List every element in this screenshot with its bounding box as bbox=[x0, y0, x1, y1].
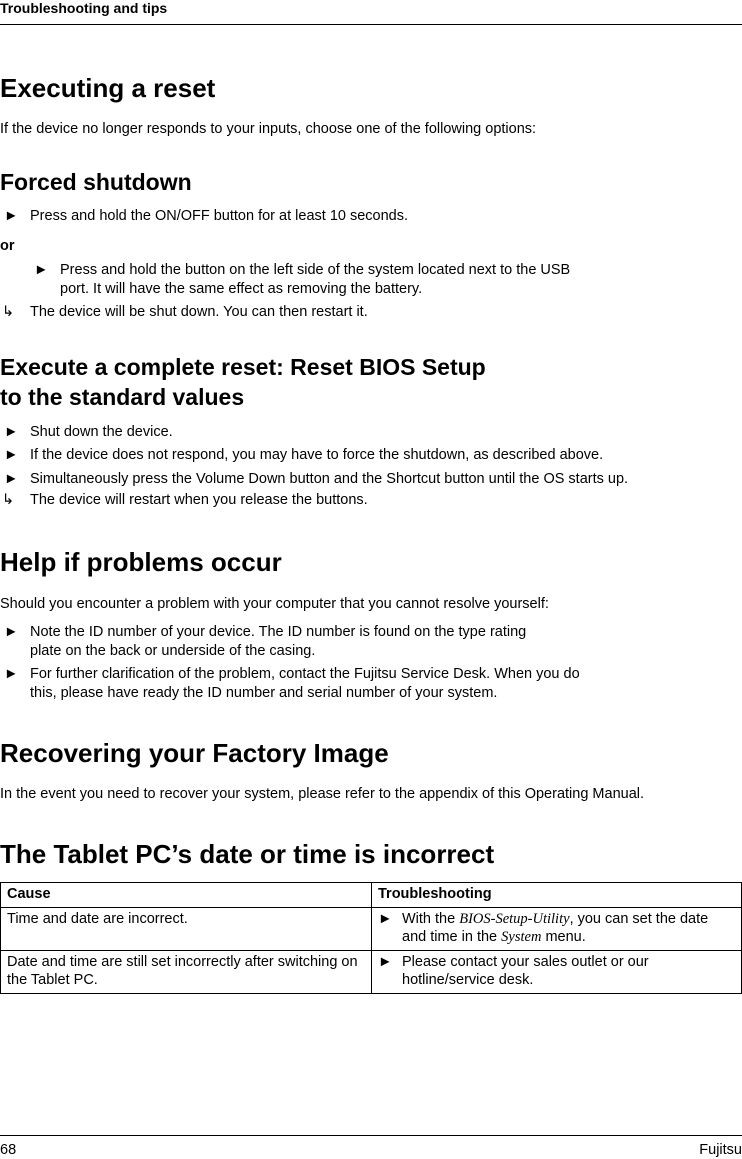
recover-text: In the event you need to recover your system, please refer to the appendix of this Operating Manual. bbox=[0, 786, 645, 802]
section-title-datetime: The Tablet PC’s date or time is incorrect bbox=[0, 839, 495, 869]
subsection-title-complete-reset: Execute a complete reset: Reset BIOS Setup to the standard values bbox=[0, 354, 486, 410]
section-title-help: Help if problems occur bbox=[0, 547, 282, 577]
list-item: ► Note the ID number of your device. The ID number is found on the type rating plate on the back or underside of the casing. bbox=[4, 624, 527, 659]
list-item: ► For further clarification of the problem, contact the Fujitsu Service Desk. When you do this, please have ready the ID number and serial number of your system. bbox=[4, 666, 580, 701]
step-arrow-icon: ► bbox=[4, 424, 19, 440]
result-item: ↳ The device will restart when you release the buttons. bbox=[2, 492, 368, 508]
result-arrow-icon: ↳ bbox=[2, 304, 15, 320]
column-header-troubleshooting: Troubleshooting bbox=[372, 883, 742, 908]
step-arrow-icon: ► bbox=[4, 666, 19, 682]
list-item: ► If the device does not respond, you may have to force the shutdown, as described above. bbox=[4, 447, 604, 463]
step-arrow-icon: ► bbox=[4, 447, 19, 463]
step-arrow-icon: ► bbox=[34, 262, 49, 278]
troubleshooting-table bbox=[0, 882, 742, 994]
step-arrow-icon: ► bbox=[4, 208, 19, 224]
result-item: ↳ The device will be shut down. You can then restart it. bbox=[2, 304, 368, 320]
table-cell-cause: Time and date are incorrect. bbox=[1, 908, 372, 951]
page-number: 68 bbox=[0, 1142, 17, 1158]
list-item: ► Press and hold the button on the left side of the system located next to the USB port. It will have the same effect as removing the battery. bbox=[34, 262, 571, 297]
step-arrow-icon: ► bbox=[4, 624, 19, 640]
section-title-reset: Executing a reset bbox=[0, 73, 216, 103]
result-arrow-icon: ↳ bbox=[2, 492, 15, 508]
list-item: ► Simultaneously press the Volume Down button and the Shortcut button until the OS starts up. bbox=[4, 471, 629, 487]
running-header: Troubleshooting and tips bbox=[0, 0, 168, 16]
footer-brand: Fujitsu bbox=[699, 1142, 742, 1158]
reset-intro: If the device no longer responds to your inputs, choose one of the following options: bbox=[0, 121, 537, 137]
step-arrow-icon: ► bbox=[378, 954, 393, 970]
table-row bbox=[1, 908, 742, 951]
list-item: ► Press and hold the ON/OFF button for at least 10 seconds. bbox=[4, 208, 409, 224]
or-label: or bbox=[0, 238, 15, 254]
step-arrow-icon: ► bbox=[4, 471, 19, 487]
table-cell-cause: Date and time are still set incorrectly after switching on the Tablet PC. bbox=[1, 951, 372, 994]
table-header-row bbox=[1, 883, 742, 908]
section-title-recover: Recovering your Factory Image bbox=[0, 738, 389, 768]
help-intro: Should you encounter a problem with your computer that you cannot resolve yourself: bbox=[0, 596, 549, 612]
list-item: ► Shut down the device. bbox=[4, 424, 173, 440]
header-rule bbox=[0, 24, 742, 25]
table-cell-fix: ► Please contact your sales outlet or our hotline/service desk. bbox=[372, 951, 742, 994]
column-header-cause: Cause bbox=[1, 883, 372, 908]
table-row bbox=[1, 951, 742, 994]
subsection-title-forced-shutdown: Forced shutdown bbox=[0, 169, 192, 195]
footer-rule bbox=[0, 1135, 742, 1136]
step-arrow-icon: ► bbox=[378, 911, 393, 927]
table-cell-fix: ► With the BIOS-Setup-Utility, you can set the date and time in the System menu. bbox=[372, 908, 742, 951]
